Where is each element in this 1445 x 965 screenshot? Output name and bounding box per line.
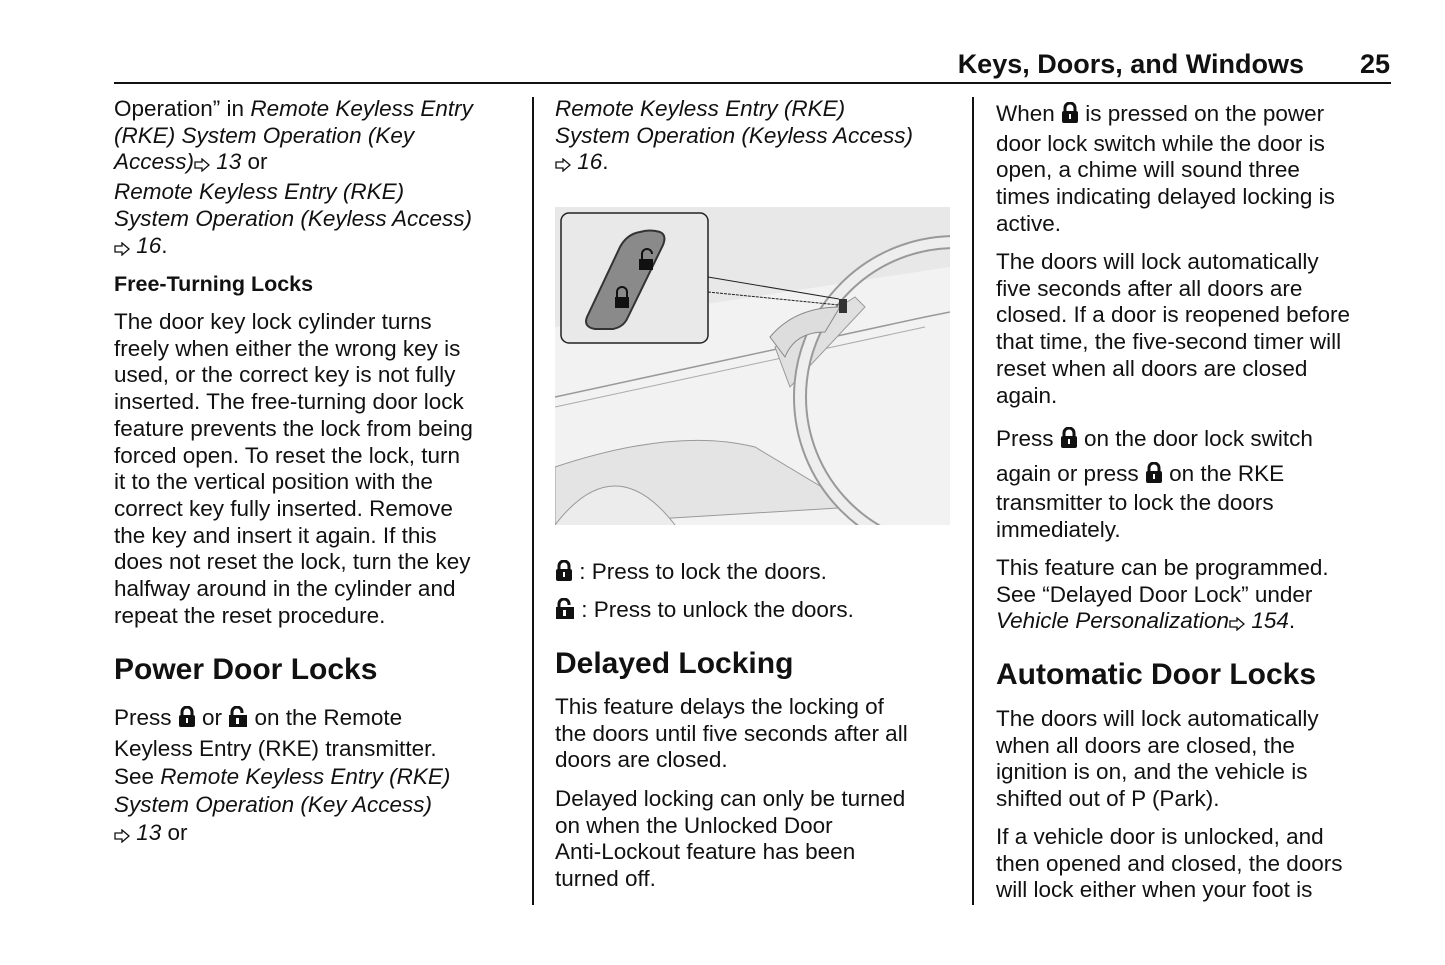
section-heading: Delayed Locking [555, 647, 794, 680]
text-run: . [161, 232, 168, 258]
subheading: Free-Turning Locks [114, 272, 314, 296]
text-run: Delayed locking can only be turned on when the Unlocked Door Anti-Lockout feature has been turned off. [555, 786, 906, 892]
italic-reference-text: 154 [1245, 608, 1289, 634]
unlock-icon [555, 598, 575, 626]
paragraph [114, 309, 524, 629]
unlock-caption [555, 597, 854, 626]
paragraph [996, 706, 1396, 813]
text-run: . [602, 149, 609, 175]
page-reference-arrow-icon [555, 152, 571, 179]
text-run: on the Remote Keyless Entry (RKE) transmitter. See [114, 705, 437, 789]
lock-icon [1060, 427, 1078, 456]
italic-reference-text: 16 [571, 149, 603, 175]
chapter-title: Keys, Doors, and Windows [957, 49, 1304, 79]
paragraph [996, 249, 1396, 409]
paragraph [555, 96, 965, 179]
text-run: or [195, 705, 229, 730]
paragraph [996, 490, 1396, 543]
paragraph [996, 426, 1396, 456]
italic-reference-text: Vehicle Personalization [996, 608, 1230, 634]
text-run: or [161, 820, 188, 845]
paragraph [996, 461, 1396, 491]
text-run: : Press to unlock the doors. [575, 597, 854, 622]
text-run: This feature can be programmed. See “Delayed Door Lock” under [996, 555, 1329, 607]
text-run: When [996, 101, 1062, 126]
text-run: is pressed on the power door lock switch while the door is open, a chime will sound three times indicating delayed locking is active. [996, 101, 1335, 236]
paragraph [996, 101, 1396, 238]
paragraph [555, 694, 965, 774]
text-run: : Press to lock the doors. [573, 559, 827, 584]
header-rule [114, 82, 1391, 84]
lock-icon [1145, 462, 1163, 491]
page-reference-arrow-icon [194, 152, 210, 179]
text-run: or [247, 149, 268, 175]
italic-reference-text: Remote Keyless Entry (RKE) System Operation (Key Access) [114, 764, 451, 817]
text-run: on the RKE [1162, 461, 1285, 486]
page-number: 25 [1359, 49, 1390, 79]
text-run: transmitter to lock the doors immediately. [996, 490, 1274, 542]
page-reference-arrow-icon [114, 822, 130, 850]
paragraph [996, 555, 1396, 638]
text-run: This feature delays the locking of the doors until five seconds after all doors are closed. [555, 694, 908, 773]
paragraph [114, 704, 524, 850]
section-heading: Automatic Door Locks [996, 658, 1317, 691]
section-heading: Power Door Locks [114, 653, 378, 686]
italic-reference-text: Remote Keyless Entry (RKE) System Operation (Keyless Access) [555, 96, 914, 148]
text-run: Press [996, 426, 1060, 451]
text-run: The door key lock cylinder turns freely when either the wrong key is used, or the correct key is not fully inserted. The free-turning door lock feature prevents the lock from being forced open. To reset the lock, turn it to the vertical position with the correct key fully inserted. Remove the key and insert it again. If this does not reset the lock, turn the key halfway around in the cylinder and repeat the reset procedure. [114, 309, 473, 628]
italic-reference-text: 13 [130, 820, 162, 845]
column-divider [532, 97, 534, 905]
text-run: The doors will lock automatically five seconds after all doors are closed. If a door is reopened before that time, the five-second timer will reset when all doors are closed again. [996, 249, 1350, 408]
paragraph [114, 96, 524, 262]
text-run: . [1288, 608, 1296, 634]
lock-caption [555, 559, 827, 588]
lock-icon [178, 706, 196, 735]
text-run: The doors will lock automatically when all doors are closed, the ignition is on, and the vehicle is shifted out of P (Park). [996, 706, 1319, 812]
text-run: again or press [996, 461, 1145, 486]
door-lock-switch-illustration [555, 207, 950, 525]
italic-reference-text: Remote Keyless Entry (RKE) System Operation (Key Access) [114, 96, 473, 175]
page-reference-arrow-icon [1229, 611, 1245, 638]
italic-reference-text: 16 [130, 232, 162, 258]
text-run: Operation” in [114, 96, 251, 121]
paragraph [555, 786, 965, 893]
column-divider [972, 97, 974, 905]
italic-reference-text: 13 [210, 149, 242, 175]
text-run: on the door lock switch [1077, 426, 1313, 451]
lock-icon [555, 560, 573, 588]
text-run: If a vehicle door is unlocked, and then opened and closed, the doors will lock either when your foot is [996, 824, 1343, 903]
text-run: Press [114, 705, 178, 730]
unlock-icon [228, 706, 248, 735]
lock-icon [1061, 102, 1079, 131]
paragraph [996, 824, 1396, 904]
page-reference-arrow-icon [114, 236, 130, 263]
italic-reference-text: Remote Keyless Entry (RKE) System Operation (Keyless Access) [114, 179, 473, 231]
